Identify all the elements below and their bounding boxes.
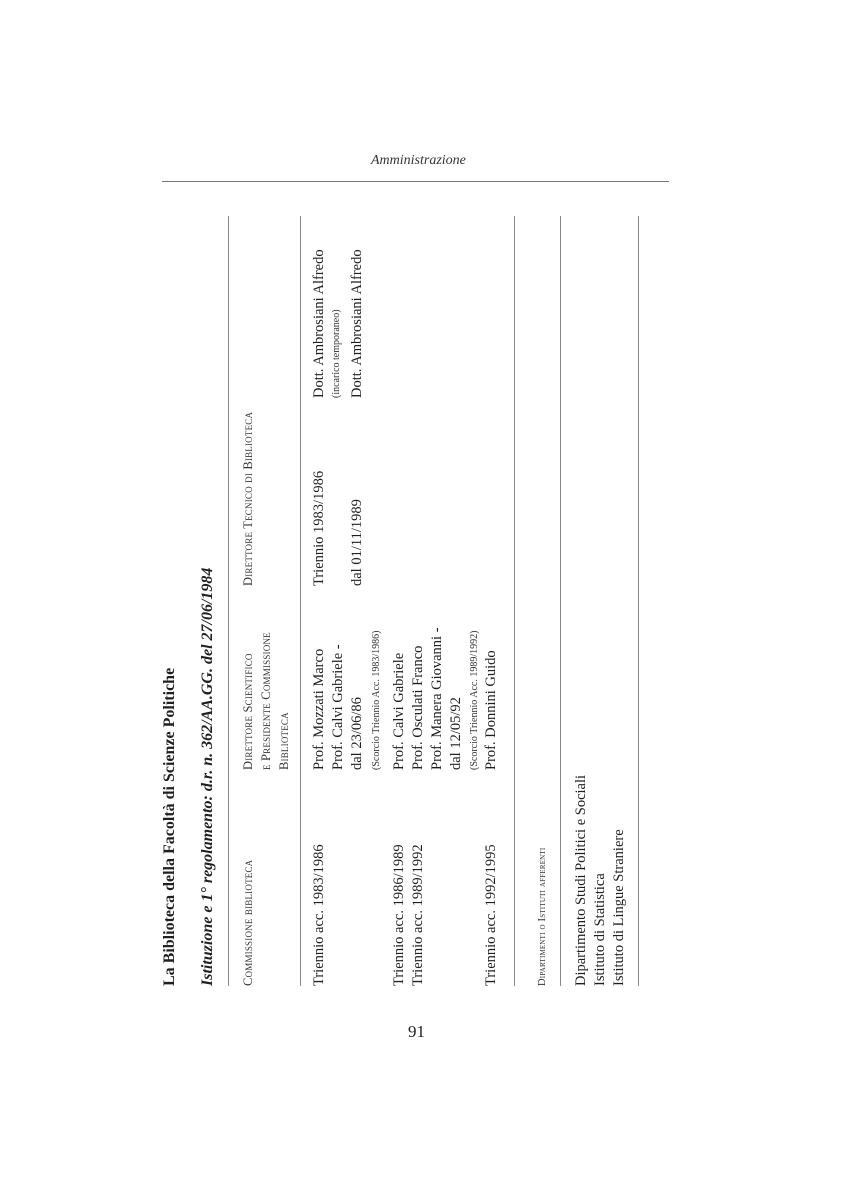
col-header-direttore-1: Direttore Scientifico	[241, 653, 255, 770]
tec-name-2: Dott. Ambrosiani Alfredo	[349, 249, 365, 398]
row1-period: Triennio acc. 1983/1986	[311, 844, 327, 986]
department-item: Istituto di Statistica	[592, 873, 608, 986]
tec-period-1: Triennio 1983/1986	[311, 470, 327, 586]
row3-director-b: Prof. Manera Giovanni -	[429, 627, 445, 770]
departments-header: Dipartimenti o Istituti afferenti	[537, 847, 548, 986]
row1-note: (Scorcio Triennio Acc. 1983/1986)	[371, 630, 382, 770]
col-header-commissione: Commissione biblioteca	[241, 859, 255, 986]
department-item: Istituto di Lingue Straniere	[611, 829, 627, 986]
running-head: Amministrazione	[371, 153, 466, 168]
departments-rule	[560, 216, 561, 986]
header-rule	[162, 181, 669, 182]
page-number: 91	[408, 1022, 425, 1041]
tec-period-2: dal 01/11/1989	[349, 499, 365, 586]
table-top-rule	[228, 216, 229, 986]
tec-name-1: Dott. Ambrosiani Alfredo	[311, 249, 327, 398]
row1-director-b: Prof. Calvi Gabriele -	[330, 644, 346, 770]
department-item: Dipartimento Studi Politici e Sociali	[573, 774, 589, 986]
row4-period: Triennio acc. 1992/1995	[483, 844, 499, 986]
row4-director: Prof. Donnini Guido	[483, 650, 499, 770]
rotated-table-block	[162, 186, 642, 986]
col-header-tecnico: Direttore Tecnico di Biblioteca	[241, 411, 255, 586]
col-header-direttore-2: e Presidente Commissione	[259, 632, 273, 770]
page-subtitle: Istituzione e 1° regolamento: d.r. n. 362/AA.GG. del 27/06/1984	[199, 567, 216, 986]
row2-director: Prof. Calvi Gabriele	[391, 652, 407, 770]
row1-director-a: Prof. Mozzati Marco	[311, 648, 327, 770]
table-bottom-rule	[514, 216, 515, 986]
header-bottom-rule	[300, 216, 301, 986]
page-title: La Biblioteca della Facoltà di Scienze Politiche	[161, 667, 178, 986]
row3-director-b-date: dal 12/05/92	[448, 697, 464, 770]
row2-period: Triennio acc. 1986/1989	[391, 844, 407, 986]
row3-director-a: Prof. Osculati Franco	[410, 645, 426, 770]
departments-bottom-rule	[638, 216, 639, 986]
row1-director-b-date: dal 23/06/86	[349, 697, 365, 770]
col-header-direttore-3: Biblioteca	[277, 712, 291, 770]
row3-period: Triennio acc. 1989/1992	[410, 844, 426, 986]
tec-note-1: (incarico temporaneo)	[331, 309, 342, 398]
row3-note: (Scorcio Triennio Acc. 1989/1992)	[469, 630, 480, 770]
